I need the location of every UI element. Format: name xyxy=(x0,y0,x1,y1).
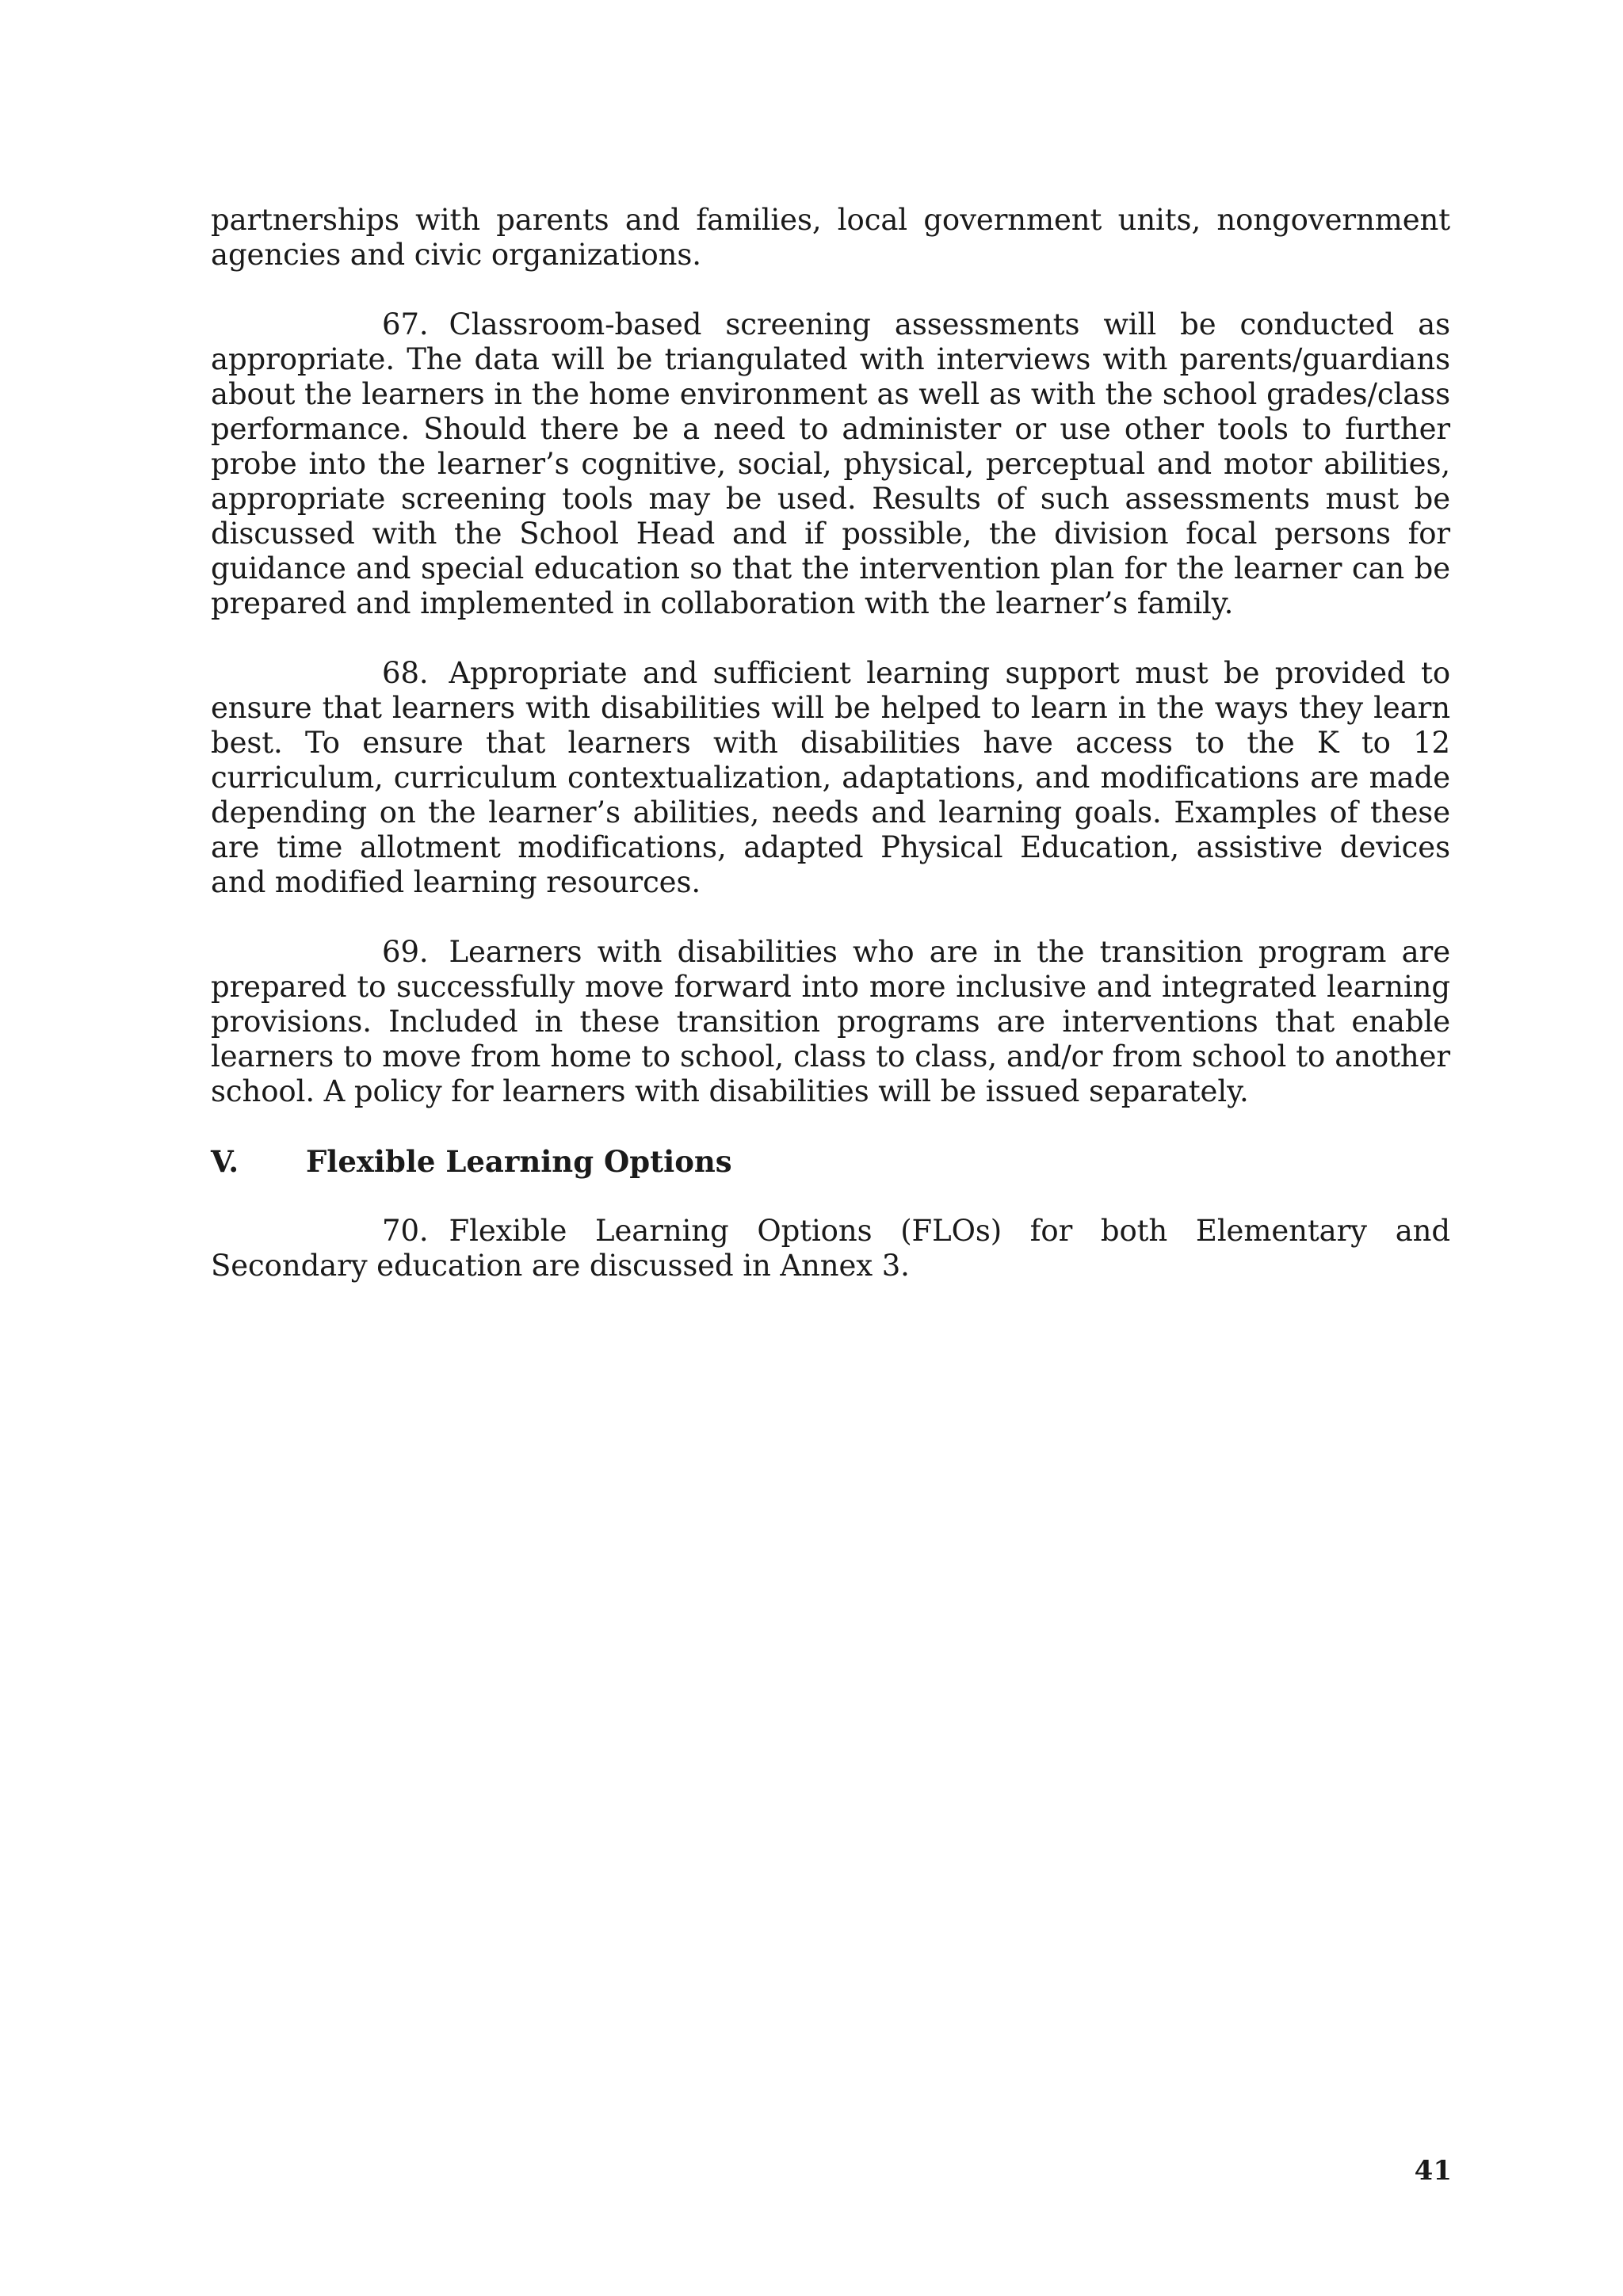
paragraph-68 xyxy=(211,656,1450,900)
page-number: 41 xyxy=(1414,2155,1452,2187)
paragraph-text: Classroom-based screening assessments will be conducted as appropriate. The data will be triangulated with interviews with parents/guardians about the learners in the home environment as well as with the school grades/class performance. Should there be a need to administer or use other tools to further probe into the learner’s cognitive, social, physical, perceptual and motor abilities, appropriate screening tools may be used. Results of such assessments must be discussed with the School Head and if possible, the division focal persons for guidance and special education so that the intervention plan for the learner can be prepared and implemented in collaboration with the learner’s family. xyxy=(211,307,1450,620)
intro-paragraph: partnerships with parents and families, local government units, nongovernment agencies and civic organizations. xyxy=(211,203,1450,272)
paragraph-text: Flexible Learning Options (FLOs) for both Elementary and Secondary education are discussed in Annex 3. xyxy=(211,1214,1450,1283)
paragraph-69 xyxy=(211,935,1450,1109)
paragraph-text: Learners with disabilities who are in the transition program are prepared to successfully move forward into more inclusive and integrated learning provisions. Included in these transition programs are interventions that enable learners to move from home to school, class to class, and/or from school to another school. A policy for learners with disabilities will be issued separately. xyxy=(211,935,1450,1108)
paragraph-70 xyxy=(211,1214,1450,1283)
paragraph-number: 70. xyxy=(382,1214,429,1248)
section-numeral: V. xyxy=(211,1144,239,1179)
section-title: Flexible Learning Options xyxy=(306,1144,732,1179)
paragraph-number: 68. xyxy=(382,656,429,690)
paragraph-number: 69. xyxy=(382,935,429,969)
section-heading xyxy=(211,1144,1450,1179)
paragraph-text: Appropriate and sufficient learning support must be provided to ensure that learners with disabilities will be helped to learn in the ways they learn best. To ensure that learners with disabilities have access to the K to 12 curriculum, curriculum contextualization, adaptations, and modifications are made depending on the learner’s abilities, needs and learning goals. Examples of these are time allotment modifications, adapted Physical Education, assistive devices and modified learning resources. xyxy=(211,656,1450,899)
page-content xyxy=(211,203,1450,1318)
paragraph-67 xyxy=(211,307,1450,621)
paragraph-number: 67. xyxy=(382,307,429,341)
